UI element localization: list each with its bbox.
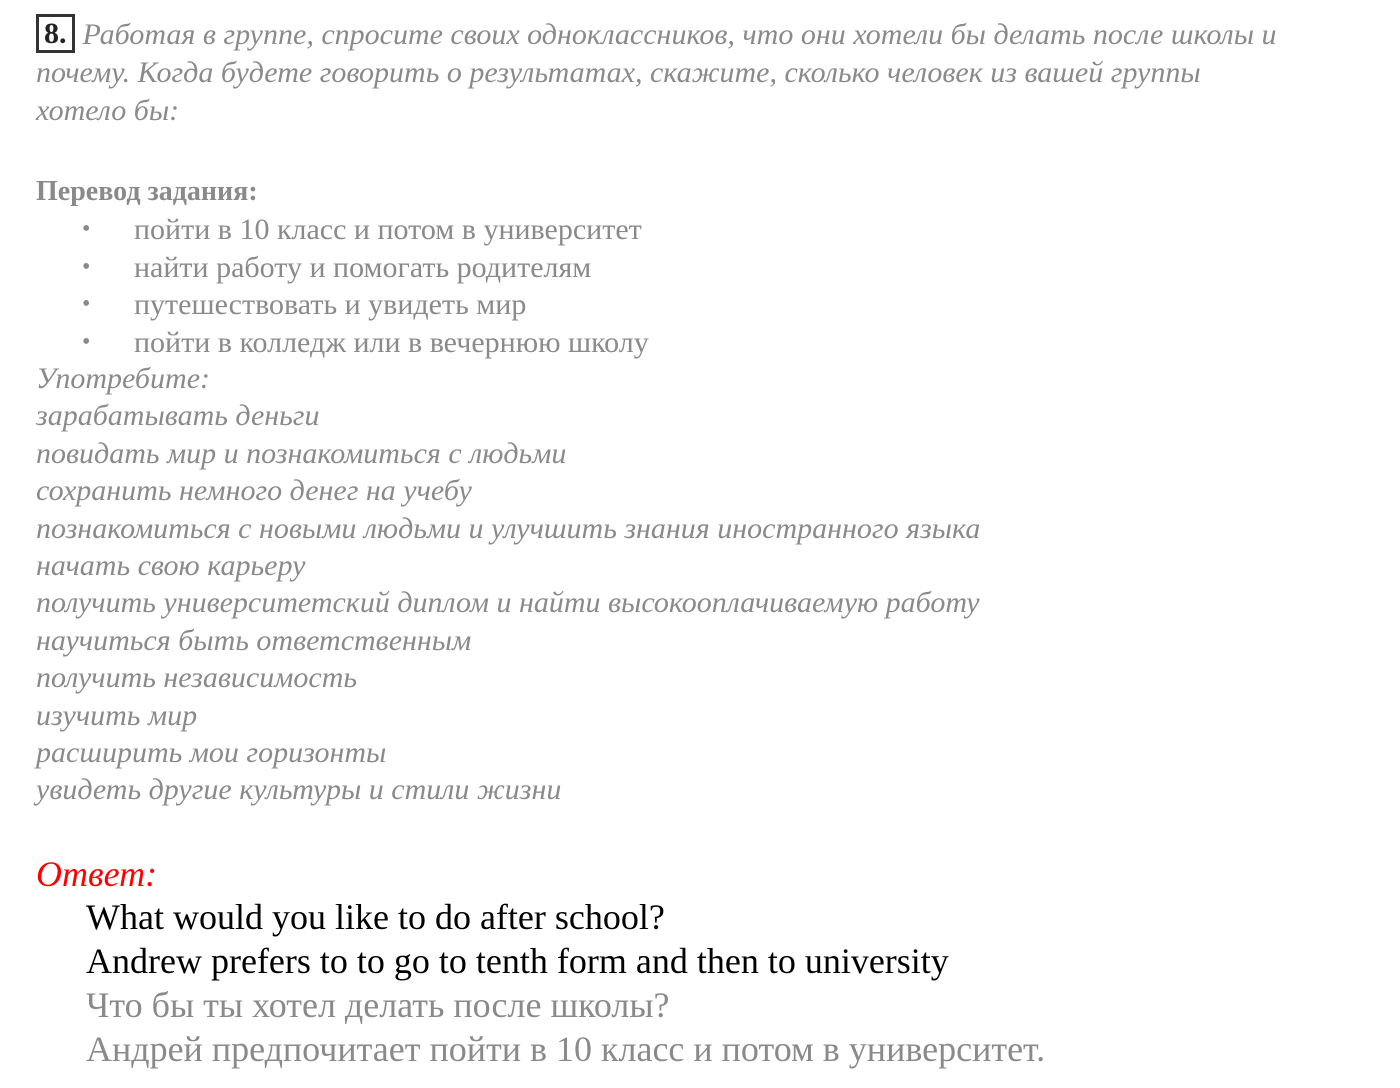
phrase-item: зарабатывать деньги: [36, 399, 320, 433]
use-title: Употребите:: [36, 362, 210, 395]
task-instruction: Работая в группе, спросите своих одноклассников, что они хотели бы делать после школы и почему. Когда будете говорить о результатах, скажите, сколько человек из вашей группы хотело бы:: [36, 18, 1277, 127]
bullet-icon: •: [82, 291, 91, 317]
list-item-text: пойти в 10 класс и потом в университет: [134, 213, 642, 246]
task-number-box: 8.: [36, 14, 75, 53]
list-item-text: пойти в колледж или в вечернюю школу: [134, 325, 649, 359]
answer-russian-line: Что бы ты хотел делать после школы?: [86, 985, 670, 1025]
list-item-text: найти работу и помогать родителям: [134, 250, 592, 284]
phrase-item: начать свою карьеру: [36, 548, 306, 582]
answer-english-line: What would you like to do after school?: [86, 897, 665, 937]
phrase-item: познакомиться с новыми людьми и улучшить знания иностранного языка: [36, 511, 981, 545]
phrase-item: сохранить немного денег на учебу: [36, 474, 472, 508]
answer-russian-line: Андрей предпочитает пойти в 10 класс и потом в университет.: [86, 1029, 1046, 1069]
phrase-item: изучить мир: [36, 698, 198, 732]
answer-label: Ответ:: [36, 854, 158, 894]
answer-english-line: Andrew prefers to to go to tenth form and then to university: [86, 941, 949, 981]
bullet-icon: •: [82, 253, 91, 280]
phrase-item: получить независимость: [36, 661, 358, 695]
list-item-text: путешествовать и увидеть мир: [134, 288, 527, 321]
phrase-item: повидать мир и познакомиться с людьми: [36, 436, 567, 470]
answer-block: [86, 895, 1045, 1071]
translation-title: Перевод задания:: [36, 176, 258, 207]
phrase-item: получить университетский диплом и найти высокооплачиваемую работу: [36, 586, 980, 620]
use-phrases-block: [36, 360, 980, 809]
phrase-item: научиться быть ответственным: [36, 623, 472, 657]
bullet-icon: •: [82, 328, 91, 355]
phrase-item: расширить мои горизонты: [36, 735, 387, 769]
phrase-item: увидеть другие культуры и стили жизни: [36, 773, 562, 807]
task-header: [36, 14, 1286, 130]
bullet-icon: •: [82, 216, 91, 242]
